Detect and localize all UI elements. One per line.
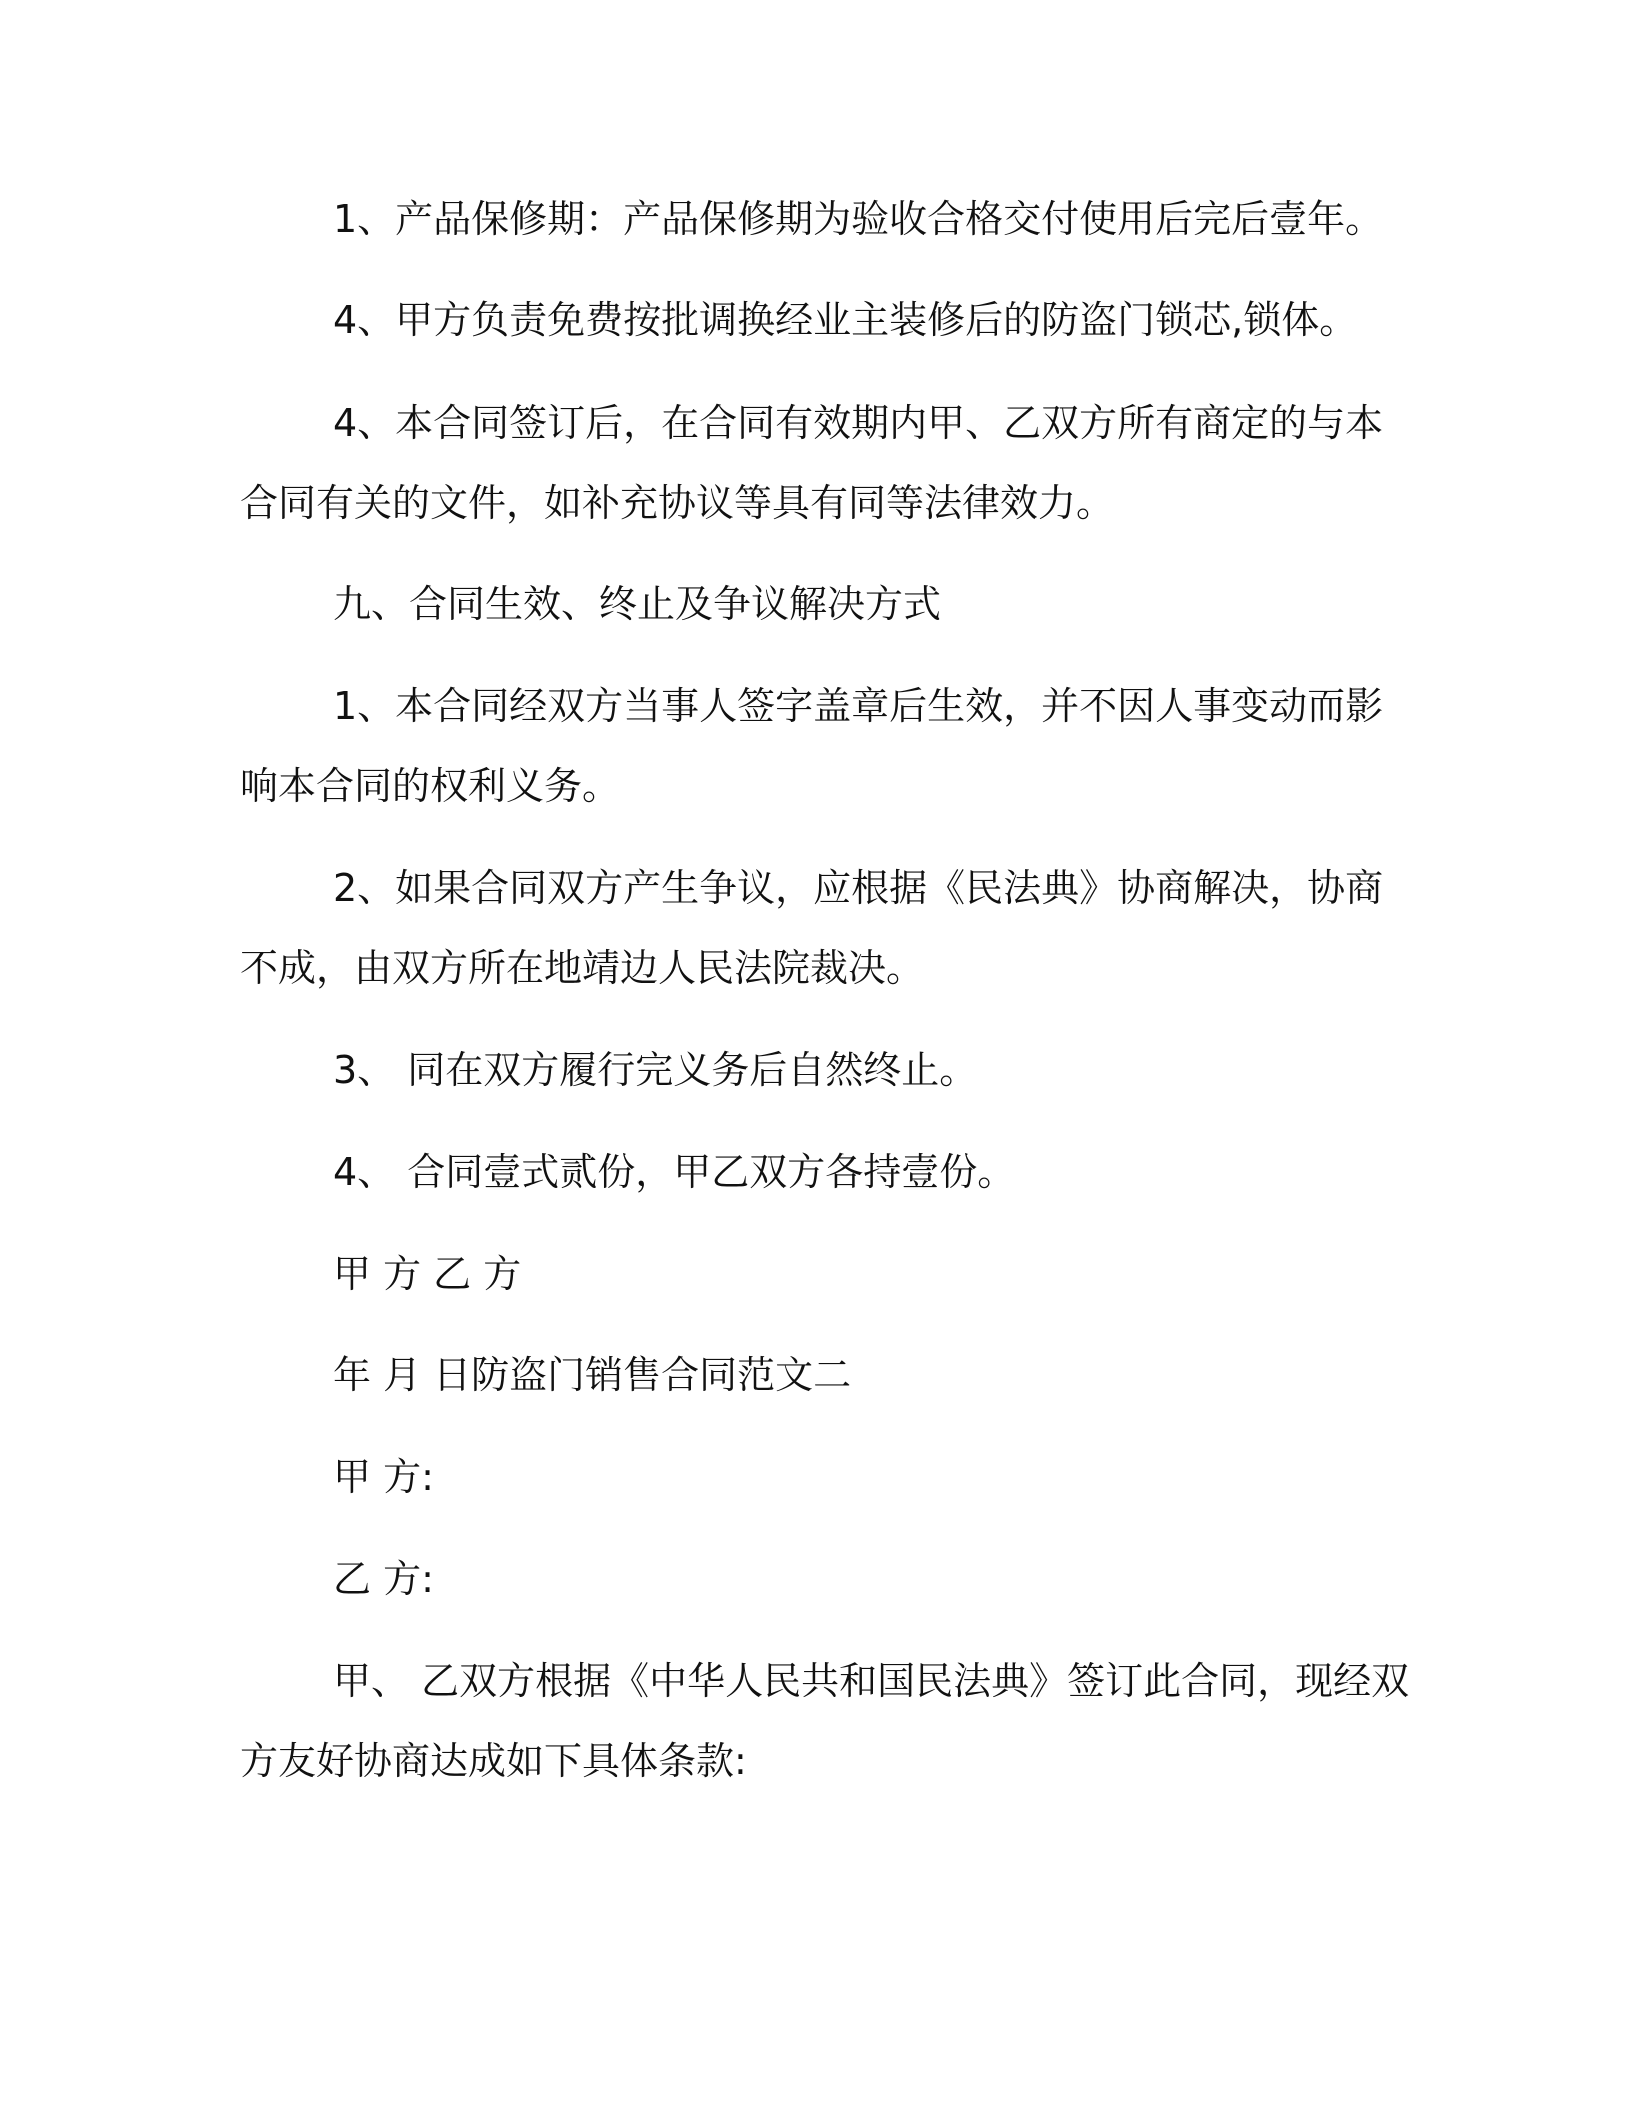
- preamble-line-1: 甲、 乙双方根据《中华人民共和国民法典》签订此合同，现经双: [333, 1659, 1410, 1703]
- clause-dispute-line-2: 不成，由双方所在地靖边人民法院裁决。: [240, 946, 925, 990]
- party-b-label: 乙 方:: [333, 1557, 434, 1601]
- clause-copies: 4、 合同壹式贰份，甲乙双方各持壹份。: [333, 1150, 1016, 1194]
- clause-lock-replacement: 4、甲方负责免费按批调换经业主装修后的防盗门锁芯,锁体。: [333, 298, 1358, 342]
- clause-warranty-period: 1、产品保修期：产品保修期为验收合格交付使用后完后壹年。: [333, 197, 1384, 241]
- signature-parties: 甲 方 乙 方: [333, 1252, 522, 1296]
- clause-effective-line-2: 响本合同的权利义务。: [240, 764, 621, 808]
- party-a-label: 甲 方:: [333, 1455, 434, 1499]
- clause-dispute-line-1: 2、如果合同双方产生争议，应根据《民法典》协商解决，协商: [333, 866, 1384, 910]
- clause-termination: 3、 同在双方履行完义务后自然终止。: [333, 1048, 978, 1092]
- clause-supplement-line-1: 4、本合同签订后，在合同有效期内甲、乙双方所有商定的与本: [333, 401, 1384, 445]
- date-and-title-two: 年 月 日防盗门销售合同范文二: [333, 1353, 852, 1397]
- clause-effective-line-1: 1、本合同经双方当事人签字盖章后生效，并不因人事变动而影: [333, 684, 1384, 728]
- preamble-line-2: 方友好协商达成如下具体条款:: [240, 1739, 747, 1783]
- section-heading-nine: 九、合同生效、终止及争议解决方式: [333, 582, 942, 626]
- clause-supplement-line-2: 合同有关的文件，如补充协议等具有同等法律效力。: [240, 481, 1115, 525]
